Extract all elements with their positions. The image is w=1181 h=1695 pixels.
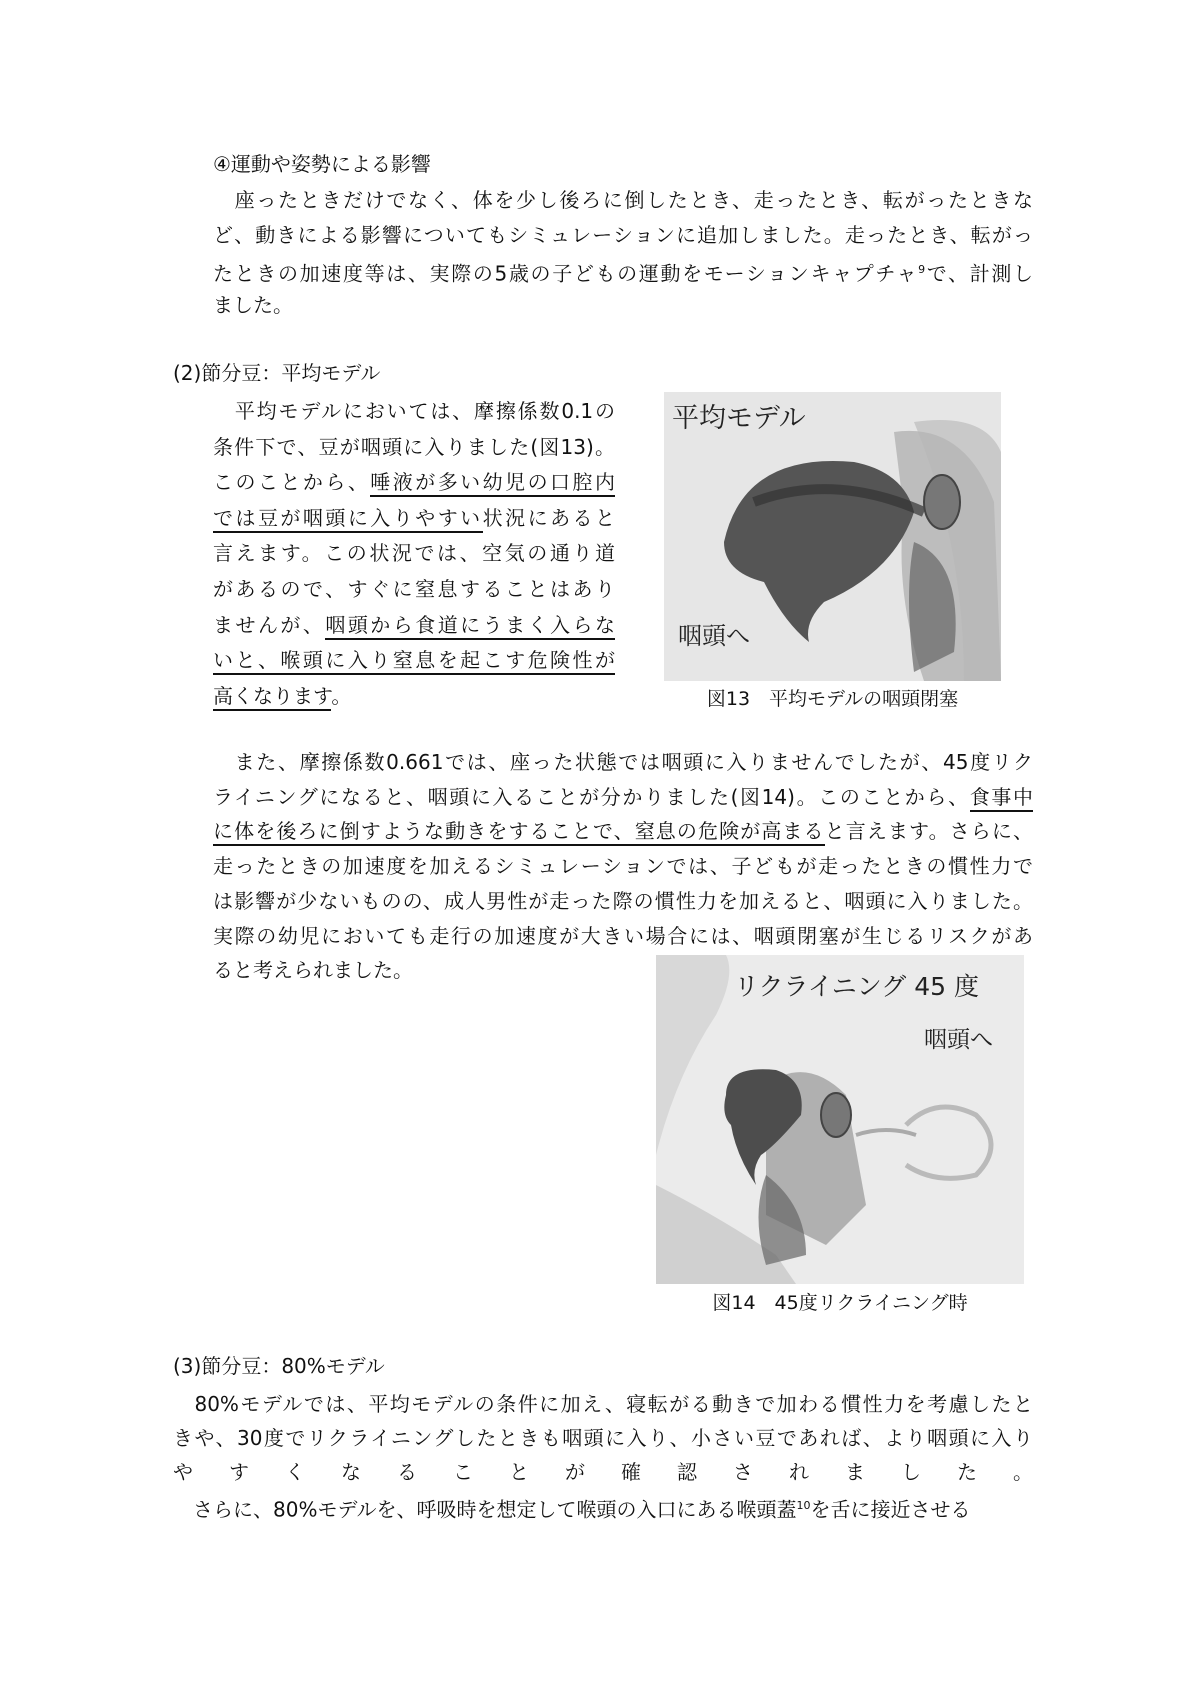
underlined-text: 咽頭から食道にうまく入らな [325, 613, 615, 640]
text-line [213, 683, 615, 709]
text-segment: ました。 [213, 293, 293, 317]
text-segment: 座ったときだけでなく、体を少し後ろに倒したとき、走ったとき、転がったときな [213, 188, 1033, 212]
figure-14-label-pharynx: 咽頭へ [924, 1027, 993, 1053]
underlined-text: 高くなります [213, 684, 331, 711]
text-line [213, 257, 1033, 286]
text-segment: きや、30度でリクライニングしたときも咽頭に入り、小さい豆であれば、より咽頭に入り [173, 1426, 1033, 1450]
figure-13-label-pharynx: 咽頭へ [678, 622, 750, 650]
text-segment: やすくなることが確認されました。 [173, 1460, 1033, 1484]
text-segment: 80%モデルでは、平均モデルの条件に加え、寝転がる動きで加わる慣性力を考慮したと [173, 1392, 1033, 1416]
text-segment: ライニングになると、咽頭に入ることが分かりました(図14)。このことから、 [213, 784, 970, 809]
text-line [213, 888, 1033, 914]
text-line [173, 1391, 1033, 1417]
text-segment: たときの加速度等は、実際の5歳の子どもの運動をモーションキャプチャ [213, 261, 919, 286]
reclining-model-illustration [656, 955, 1024, 1284]
text-line [173, 1425, 1033, 1451]
text-line [213, 957, 1033, 983]
text-segment: ると考えられました。 [213, 958, 413, 983]
text-segment: ませんが、 [213, 612, 326, 637]
section-4-heading: ④運動や姿勢による影響 [213, 152, 431, 176]
text-line [213, 749, 1033, 775]
figure-14-image [656, 955, 1024, 1284]
text-line [213, 222, 1033, 248]
text-line [213, 818, 1033, 844]
text-segment: は影響が少ないものの、成人男性が走った際の慣性力を加えると、咽頭に入りました。 [213, 888, 1033, 913]
figure-13-caption: 図13 平均モデルの咽頭閉塞 [706, 688, 959, 710]
footnote-marker: 9 [918, 263, 926, 276]
figure-13-image [664, 392, 1001, 681]
text-segment: 。 [331, 683, 352, 708]
text-line [213, 434, 615, 460]
text-segment: を舌に接近させる [810, 1497, 971, 1522]
text-segment: 実際の幼児においても走行の加速度が大きい場合には、咽頭閉塞が生じるリスクがあ [213, 923, 1033, 948]
text-segment: このことから、 [213, 470, 371, 495]
text-segment: と言えます。さらに、 [824, 819, 1033, 844]
text-segment: 平均モデルにおいては、摩擦係数0.1の [213, 399, 615, 423]
text-line [213, 292, 1033, 318]
text-line [213, 187, 1033, 213]
underlined-text: に体を後ろに倒すような動きをすることで、窒息の危険が高まる [213, 819, 825, 846]
section-2-heading: (2)節分豆：平均モデル [173, 361, 381, 385]
text-line [173, 1459, 1033, 1485]
text-segment: 走ったときの加速度を加えるシミュレーションでは、子どもが走ったときの慣性力で [213, 854, 1033, 879]
underlined-text: では豆が咽頭に入りやすい [213, 506, 483, 533]
text-segment: また、摩擦係数0.661では、座った状態では咽頭に入りませんでしたが、45度リク [213, 750, 1033, 774]
underlined-text: 食事中 [970, 785, 1033, 812]
text-line [213, 647, 615, 673]
text-line [213, 612, 615, 638]
underlined-text: いと、喉頭に入り窒息を起こす危険性が [213, 648, 615, 675]
text-line [213, 469, 615, 495]
text-segment: さらに、80%モデルを、呼吸時を想定して喉頭の入口にある喉頭蓋 [173, 1497, 797, 1522]
text-line [213, 505, 615, 531]
section-3-heading: (3)節分豆：80%モデル [173, 1354, 385, 1378]
figure-13-label-model: 平均モデル [672, 403, 806, 434]
underlined-text: 唾液が多い幼児の口腔内 [370, 470, 615, 497]
figure-14-label-reclining: リクライニング 45 度 [734, 972, 979, 1001]
text-segment: 条件下で、豆が咽頭に入りました(図13)。 [213, 434, 615, 459]
text-line [213, 576, 615, 602]
text-segment: 言えます。この状況では、空気の通り道 [213, 541, 615, 566]
text-line [213, 784, 1033, 810]
text-segment: で、計測し [925, 261, 1033, 286]
text-segment: があるので、すぐに窒息することはあり [213, 577, 615, 601]
footnote-marker: 10 [796, 1499, 811, 1512]
text-segment: ど、動きによる影響についてもシミュレーションに追加しました。走ったとき、転がっ [213, 223, 1033, 247]
text-segment: 状況にあると [482, 505, 616, 530]
text-line [173, 1493, 1033, 1522]
text-line [213, 923, 1033, 949]
text-line [213, 398, 615, 424]
figure-14-caption: 図14 45度リクライニング時 [712, 1292, 968, 1314]
text-line [213, 540, 615, 566]
text-line [213, 853, 1033, 879]
